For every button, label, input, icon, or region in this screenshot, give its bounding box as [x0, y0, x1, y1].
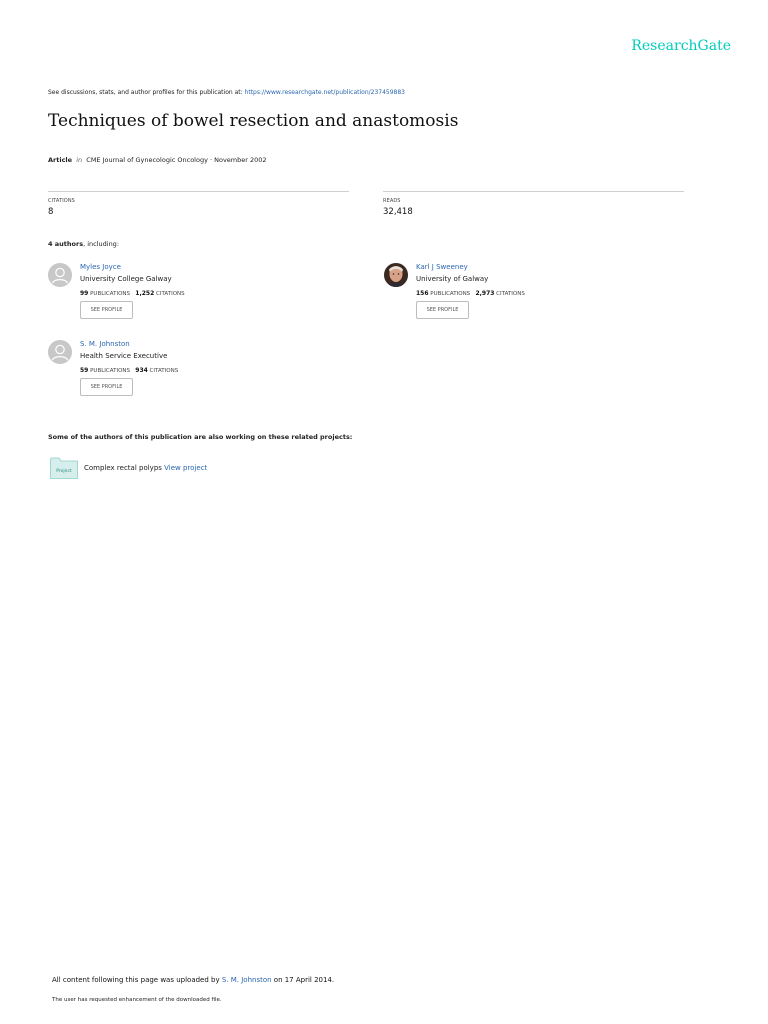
- publications-label: PUBLICATIONS: [90, 291, 131, 297]
- author-publications-count: 156: [416, 290, 429, 297]
- enhancement-note: The user has requested enhancement of the downloaded file.: [52, 997, 222, 1003]
- view-project-link[interactable]: View project: [164, 464, 208, 472]
- uploader-link[interactable]: S. M. Johnston: [221, 976, 272, 984]
- citations-stat: [48, 191, 349, 217]
- publication-meta: [48, 156, 267, 164]
- author-stats: [416, 290, 525, 297]
- author-stats: [80, 290, 185, 297]
- author-name-link[interactable]: Myles Joyce: [80, 263, 121, 271]
- author-stats: [80, 367, 178, 374]
- upload-note: [52, 976, 334, 984]
- in-label: in: [76, 156, 83, 164]
- project-row: [84, 464, 207, 472]
- project-icon-text: Project: [56, 469, 72, 474]
- author-citations-count: 1,252: [135, 290, 155, 297]
- citations-label: CITATIONS: [149, 368, 179, 374]
- authors-suffix: , including:: [83, 240, 120, 248]
- project-folder-icon: [50, 457, 78, 479]
- researchgate-logo[interactable]: ResearchGate: [631, 38, 731, 54]
- author-citations-count: 2,973: [475, 290, 495, 297]
- author-card: [48, 340, 338, 420]
- publication-url-link[interactable]: https://www.researchgate.net/publication/237459883: [244, 89, 405, 96]
- avatar-placeholder-icon[interactable]: [48, 340, 72, 364]
- citations-label: CITATIONS: [156, 291, 185, 297]
- author-citations-count: 934: [135, 367, 148, 374]
- project-name: Complex rectal polyps: [84, 464, 162, 472]
- author-institution: University of Galway: [416, 275, 489, 283]
- citations-value: 8: [48, 207, 54, 217]
- upload-suffix: on 17 April 2014.: [271, 976, 335, 984]
- discussion-line: [48, 89, 405, 96]
- authors-count: 4 authors: [48, 240, 84, 248]
- reads-value: 32,418: [383, 207, 413, 217]
- avatar-placeholder-icon[interactable]: [48, 263, 72, 287]
- author-publications-count: 99: [80, 290, 89, 297]
- author-photo[interactable]: [384, 263, 408, 287]
- publication-venue: CME Journal of Gynecologic Oncology · November 2002: [86, 156, 267, 164]
- author-institution: Health Service Executive: [80, 352, 168, 360]
- upload-prefix: All content following this page was uploaded by: [52, 976, 222, 984]
- publication-title: Techniques of bowel resection and anastomosis: [48, 111, 459, 131]
- author-card: [48, 263, 338, 343]
- publications-label: PUBLICATIONS: [430, 291, 471, 297]
- reads-stat: [383, 191, 684, 217]
- see-profile-button[interactable]: SEE PROFILE: [80, 301, 133, 319]
- related-projects-heading: Some of the authors of this publication are also working on these related projects:: [48, 433, 353, 441]
- reads-label: READS: [383, 198, 401, 204]
- author-publications-count: 59: [80, 367, 89, 374]
- author-name-link[interactable]: S. M. Johnston: [80, 340, 130, 348]
- see-profile-button[interactable]: SEE PROFILE: [80, 378, 133, 396]
- citations-label: CITATIONS: [48, 198, 75, 204]
- author-name-link[interactable]: Karl J Sweeney: [416, 263, 468, 271]
- citations-label: CITATIONS: [496, 291, 525, 297]
- authors-header: [48, 240, 119, 248]
- author-institution: University College Galway: [80, 275, 172, 283]
- discussion-prefix: See discussions, stats, and author profiles for this publication at:: [48, 89, 245, 96]
- publication-type: Article: [48, 156, 73, 164]
- see-profile-button[interactable]: SEE PROFILE: [416, 301, 469, 319]
- publications-label: PUBLICATIONS: [90, 368, 131, 374]
- author-card: [384, 263, 674, 343]
